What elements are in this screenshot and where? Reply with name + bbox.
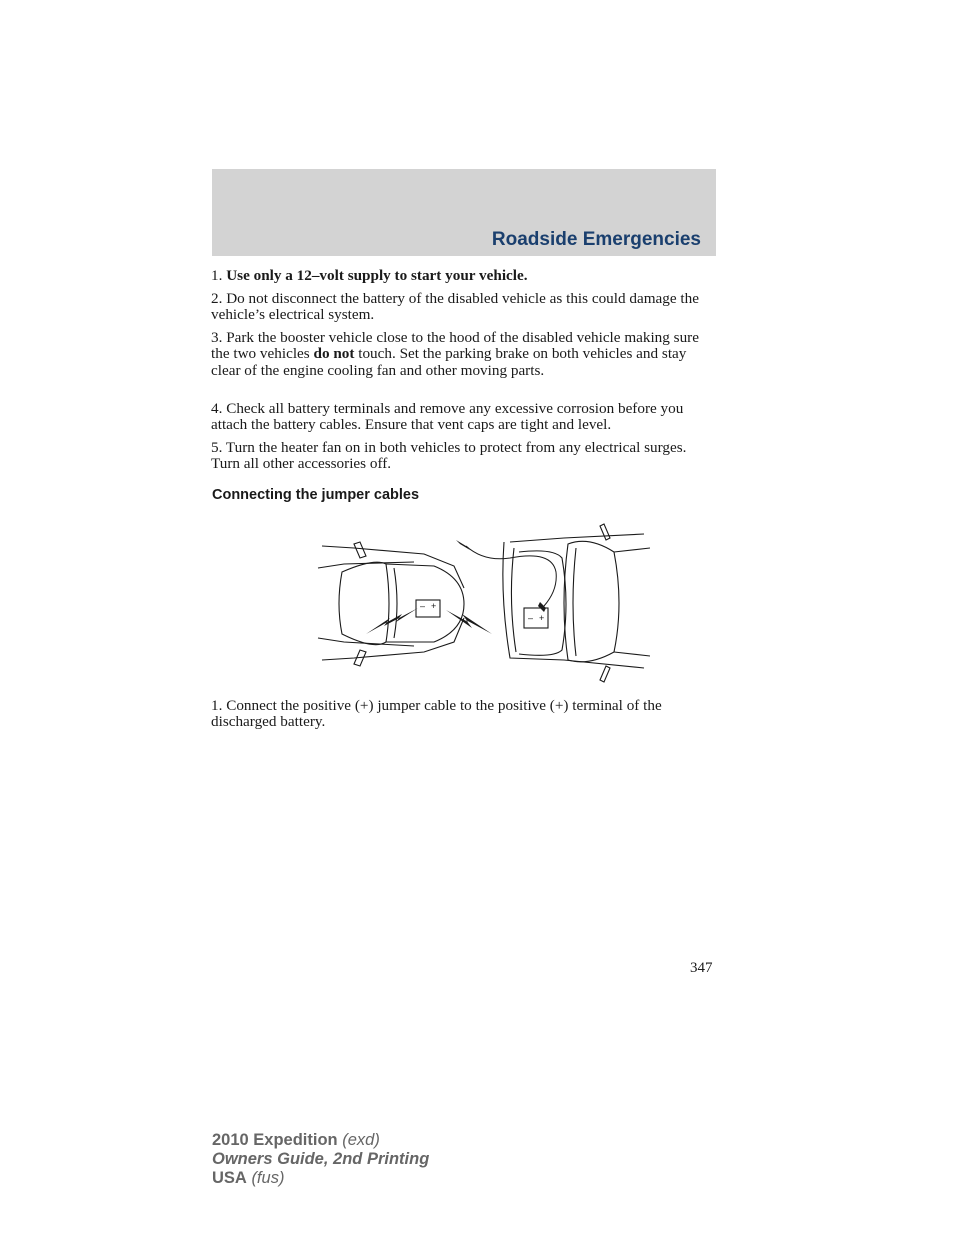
- left-spark-icon: [366, 608, 418, 634]
- footer-model-code: (exd): [342, 1131, 380, 1149]
- footer-region: USA: [212, 1169, 247, 1187]
- step-3-text-post: touch. Set the parking brake on both vehicles and stay clear of the engine cooling fan and other moving parts.: [211, 345, 687, 379]
- step-5-text: 5. Turn the heater fan on in both vehicles to protect from any electrical surges. Turn all other accessories off.: [211, 439, 687, 473]
- footer-model: 2010 Expedition: [212, 1131, 338, 1149]
- cable-clamp-icon: [456, 540, 470, 550]
- step-1: [211, 268, 717, 284]
- jumper-cable-diagram: [314, 518, 650, 688]
- left-battery-plus: +: [431, 601, 437, 611]
- right-vehicle: [503, 524, 650, 682]
- footer: [212, 1131, 429, 1188]
- subsection-title: Connecting the jumper cables: [212, 487, 420, 503]
- page-number: 347: [690, 960, 713, 976]
- step-4-text: 4. Check all battery terminals and remove any excessive corrosion before you attach the battery cables. Ensure that vent caps are tight and level.: [211, 400, 684, 434]
- footer-region-code: (fus): [251, 1169, 285, 1187]
- connect-step-1-text: 1. Connect the positive (+) jumper cable to the positive (+) terminal of the discharged battery.: [211, 697, 662, 731]
- step-1-number: 1.: [211, 267, 223, 284]
- step-4: [211, 401, 717, 434]
- step-2-text: 2. Do not disconnect the battery of the disabled vehicle as this could damage the vehicle’s electrical system.: [211, 290, 699, 324]
- step-3-text-bold: do not: [313, 345, 355, 363]
- section-header-bar: [212, 169, 716, 256]
- right-battery-plus: +: [539, 613, 545, 623]
- right-battery-minus: –: [528, 613, 534, 623]
- left-vehicle: [318, 542, 464, 666]
- step-3: [211, 330, 717, 379]
- connect-step-1: [211, 698, 717, 731]
- step-3-text-pre: 3. Park the booster vehicle close to the hood of the disabled vehicle making sure the two vehicles: [211, 329, 699, 363]
- step-1-text: Use only a 12–volt supply to start your vehicle.: [226, 267, 528, 284]
- footer-guide: Owners Guide, 2nd Printing: [212, 1150, 430, 1168]
- section-title: Roadside Emergencies: [491, 229, 701, 250]
- left-battery-minus: –: [420, 601, 426, 611]
- step-5: [211, 440, 717, 473]
- step-2: [211, 291, 717, 324]
- left-battery: [416, 600, 440, 617]
